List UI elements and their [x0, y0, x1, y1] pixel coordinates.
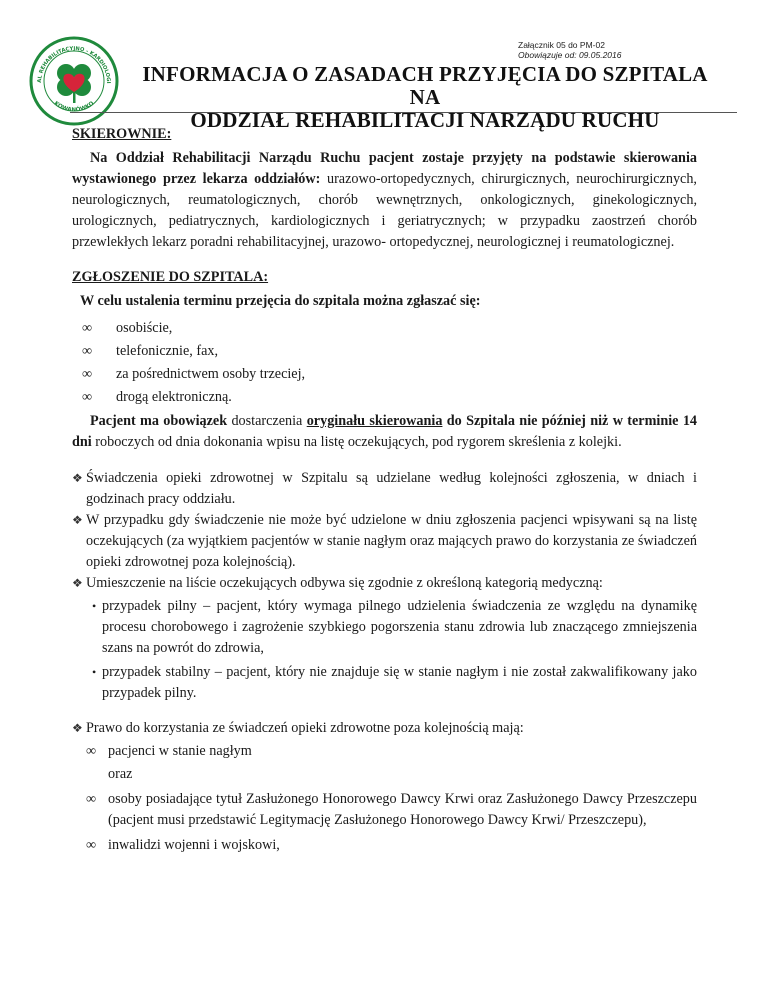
method-label: za pośrednictwem osoby trzeciej,: [116, 366, 306, 382]
page-title: [125, 63, 725, 132]
obligation-subject: Pacjent ma obowiązek: [90, 413, 228, 429]
diamond-bullet-icon: ❖: [72, 471, 83, 485]
infinity-bullet-icon: ∞: [86, 791, 97, 807]
dot-bullet-icon: •: [92, 599, 97, 613]
registration-lead: [80, 291, 697, 312]
logo-text-bottom: KOWANÓWKO: [52, 100, 96, 114]
logo-text-top: AL REHABILITACYJNO - KARDIOLOGI: [36, 45, 112, 84]
annex-number: Załącznik 05 do PM-02: [518, 40, 605, 50]
priority-item: [72, 789, 697, 831]
category-stable: [72, 662, 697, 704]
referral-bold-text: Na Oddział Rehabilitacji Narządu Ruchu pacjent zostaje przyjęty na podstawie skierowania wystawionego przez lekarza oddziałów:: [72, 150, 697, 187]
rule-text: Świadczenia opieki zdrowotnej w Szpitalu są udzielane według kolejności zgłoszenia, w dniach i godzinach pracy oddziału.: [86, 470, 697, 507]
method-label: drogą elektroniczną.: [116, 389, 232, 405]
referral-paragraph: [72, 148, 697, 253]
diamond-bullet-icon: ❖: [72, 576, 83, 590]
infinity-bullet-icon: ∞: [82, 320, 93, 336]
priority-text: osoby posiadające tytuł Zasłużonego Honorowego Dawcy Krwi oraz Zasłużonego Dawcy Przeszczepu (pacjent musi przedstawić Legitymację Zasłużonego Honorowego Dawcy Krwi/ Przeszczepu),: [108, 791, 697, 828]
priority-text: pacjenci w stanie nagłym: [108, 743, 252, 759]
registration-methods-list: [72, 317, 697, 409]
infinity-bullet-icon: ∞: [86, 837, 97, 853]
obligation-verb: dostarczenia: [227, 413, 307, 429]
obligation-deadline: do Szpitala nie później niż w terminie 14 dni: [72, 413, 698, 450]
rule-order: [72, 468, 697, 510]
referral-departments-text: urazowo-ortopedycznych, chirurgicznych, neurochirurgicznych, neurologicznych, reumatologicznych, chorób wewnętrznych, onkologicznych, ginekologicznych, urologicznych, pediatrycznych, kardiologicznych i geriatrycznych; w przypadku zaostrzeń chorób przewlekłych lekarz poradni rehabilitacyjnej, urazowo- ortopedycznej, neurologicznej i reumatologicznej.: [72, 171, 697, 250]
category-text: przypadek pilny – pacjent, który wymaga pilnego udzielenia świadczenia ze względu na dynamikę procesu chorobowego i zagrożenie szybkiego pogorszenia stanu zdrowia lub znaczącego zmniejszenia szans na powrót do zdrowia,: [102, 598, 697, 656]
rules-list: [72, 468, 697, 856]
priority-text: inwalidzi wojenni i wojskowi,: [108, 837, 280, 853]
obligation-original-referral: oryginału skierowania: [306, 413, 443, 429]
list-item: [82, 386, 697, 409]
rule-waiting-list: [72, 510, 697, 573]
priority-item: [72, 741, 697, 762]
list-item: [82, 317, 697, 340]
list-item: [82, 363, 697, 386]
priority-conjunction: oraz: [108, 766, 133, 782]
title-line-2: ODDZIAŁ REHABILITACJI NARZĄDU RUCHU: [190, 108, 660, 132]
diamond-bullet-icon: ❖: [72, 721, 83, 735]
list-item: [82, 340, 697, 363]
header-divider: [70, 112, 737, 113]
infinity-bullet-icon: ∞: [82, 389, 93, 405]
priority-item: [72, 835, 697, 856]
diamond-bullet-icon: ❖: [72, 513, 83, 527]
category-urgent: [72, 596, 697, 659]
method-label: osobiście,: [116, 320, 173, 336]
infinity-bullet-icon: ∞: [82, 343, 93, 359]
rule-text: Umieszczenie na liście oczekujących odbywa się zgodnie z określoną kategorią medyczną:: [86, 575, 603, 591]
rule-medical-category: [72, 573, 697, 594]
obligation-paragraph: [72, 411, 697, 453]
title-line-1: INFORMACJA O ZASADACH PRZYJĘCIA DO SZPITALA NA: [142, 62, 708, 109]
document-body: [72, 124, 697, 856]
valid-from: Obowiązuje od: 09.05.2016: [518, 50, 622, 60]
rule-priority-rights: [72, 718, 697, 739]
dot-bullet-icon: •: [92, 665, 97, 679]
category-text: przypadek stabilny – pacjent, który nie znajduje się w stanie nagłym i nie został zakwalifikowany jako przypadek pilny.: [102, 664, 697, 701]
method-label: telefonicznie, fax,: [116, 343, 219, 359]
infinity-bullet-icon: ∞: [86, 743, 97, 759]
rule-text: W przypadku gdy świadczenie nie może być udzielone w dniu zgłoszenia pacjenci wpisywani są na listę oczekujących (za wyjątkiem pacjentów w stanie nagłym oraz mających prawo do korzystania ze świadczeń opieki zdrowotnej poza kolejnością).: [86, 512, 697, 570]
registration-lead-text: W celu ustalenia terminu przejęcia do szpitala można zgłaszać się:: [80, 293, 481, 309]
infinity-bullet-icon: ∞: [82, 366, 93, 382]
annex-info: [518, 40, 668, 60]
section-heading-referral: SKIEROWNIE:: [72, 126, 172, 142]
section-heading-registration: ZGŁOSZENIE DO SZPITALA:: [72, 269, 269, 285]
obligation-condition: roboczych od dnia dokonania wpisu na listę oczekujących, pod rygorem skreślenia z kolejki.: [91, 434, 622, 450]
rule-text: Prawo do korzystania ze świadczeń opieki zdrowotne poza kolejnością mają:: [86, 720, 524, 736]
